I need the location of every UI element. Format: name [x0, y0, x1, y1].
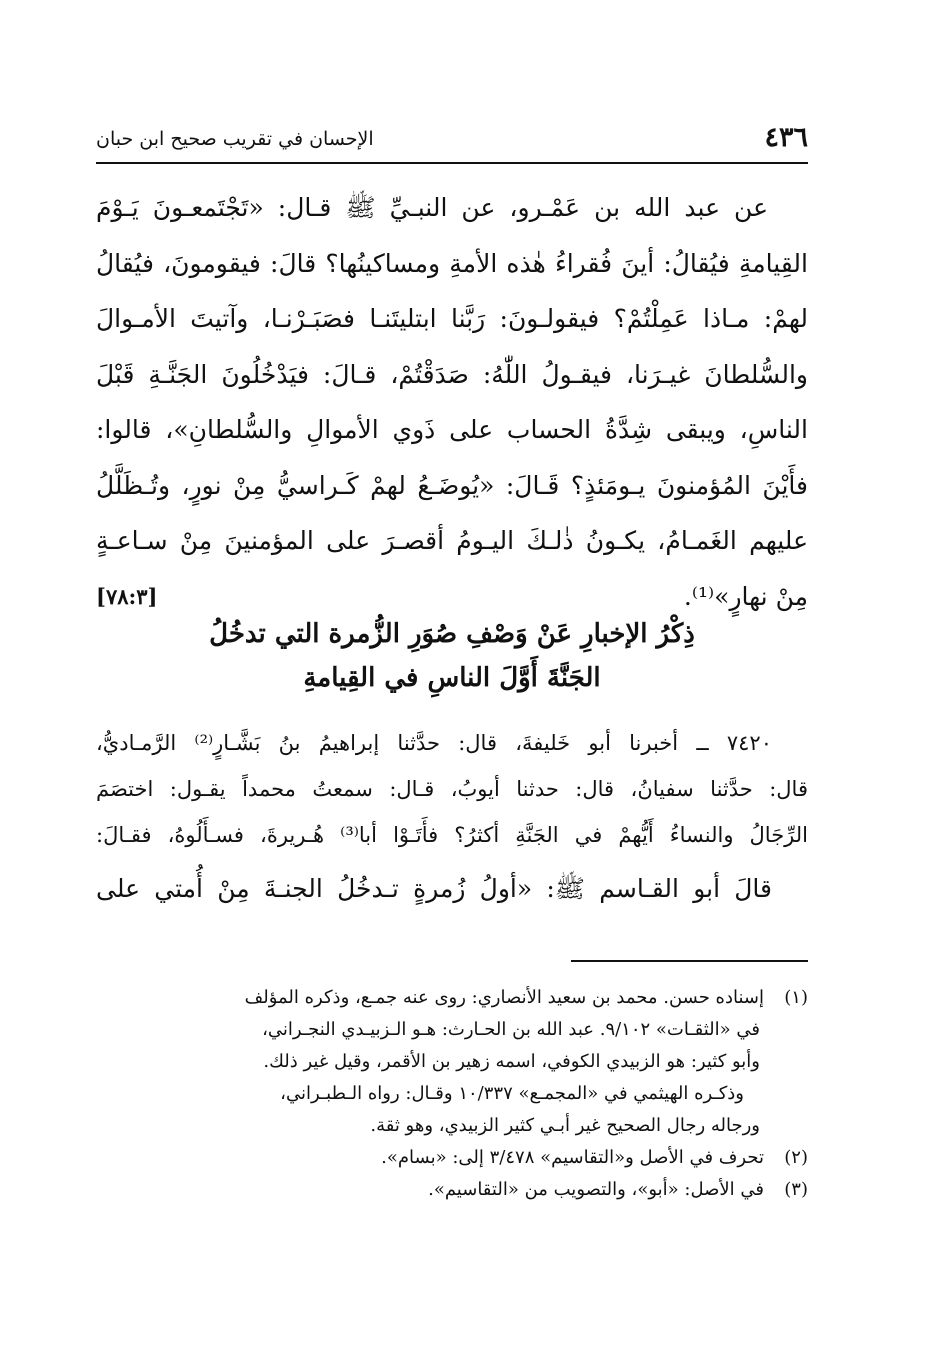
footnote-line: في «الثقـات» ٩/١٠٢. عبد الله بن الحـارث: هـو الـزبيـدي النجـراني،	[262, 1019, 760, 1040]
footnote-text: إسناده حسن. محمد بن سعيد الأنصاري: روى عنه جمـع، وذكره المؤلف	[244, 987, 764, 1008]
hadith-matn-line: قالَ أبو القـاسم ﷺ: «أولُ زُمرةٍ تـدخُلُ الجنـةَ مِنْ أُمتي على	[96, 874, 772, 903]
header-rule	[96, 162, 808, 164]
text-line: القِيامةِ فيُقالُ: أينَ فُقراءُ هٰذه الأمةِ ومساكينُها؟ قالَ: فيقومونَ، فيُقالُ	[96, 248, 808, 278]
footnote-text: تحرف في الأصل و«التقاسيم» ٣/٤٧٨ إلى: «بسام».	[381, 1147, 764, 1168]
footnote-line: ورجاله رجال الصحيح غير أبـي كثير الزبيدي، وهو ثقة.	[370, 1115, 760, 1136]
text-line: والسُّلطانَ غيـرَنا، فيقـولُ اللّٰهُ: صَدَقْتُمْ، قـالَ: فيَدْخُلُونَ الجَنَّـةِ قَبْلَ	[96, 359, 808, 389]
text-line: عن عبد الله بن عَمْـرو، عن النبـيِّ ﷺ قـال: «تَجْتَمعـونَ يَـوْمَ	[96, 193, 768, 222]
text-line: عليهم الغَمـامُ، يكـونُ ذٰلـكَ اليـومُ أقصـرَ على المؤمنينَ مِنْ سـاعـةٍ	[96, 526, 808, 555]
text-line: مِنْ نهارٍ»⁽¹⁾.	[683, 581, 808, 611]
hadith-line: ٧٤٢٠ ــ أخبرنا أبو خَليفةَ، قال: حدَّثنا إبراهيمُ بنُ بَشَّـارٍ⁽²⁾ الرَّمـاديُّ،	[96, 731, 772, 755]
footnote-line	[96, 982, 808, 1014]
hadith-line: الرِّجَالُ والنساءُ أَيُّهمْ في الجَنَّةِ أكثرُ؟ فأَتَـوْا أبا⁽³⁾ هُـريرةَ، فسـأَلُوهُ، فقـالَ:	[96, 823, 808, 847]
chapter-heading-line: الجَنَّةَ أَوَّلَ الناسِ في القِيامةِ	[303, 663, 601, 693]
footnote-line: وذكـره الهيثمي في «المجمـع» ١٠/٣٣٧ وقـال: رواه الـطبـراني،	[280, 1083, 744, 1104]
text-line: فأَيْنَ المُؤمنونَ يـومَئذٍ؟ قَـالَ: «يُوضَـعُ لهمْ كَـراسيُّ مِنْ نورٍ، وتُـظَلَّلُ	[96, 470, 808, 500]
hadith-7420	[96, 720, 808, 920]
chapter-heading-line: ذِكْرُ الإخبارِ عَنْ وَصْفِ صُوَرِ الزُّمرة التي تدخُلُ	[209, 619, 695, 649]
footnote-number: (١)	[784, 987, 808, 1008]
footnote-text: في الأصل: «أبو»، والتصويب من «التقاسيم».	[428, 1179, 764, 1200]
footnote-line	[96, 1174, 808, 1206]
footnote-number: (٢)	[784, 1147, 808, 1168]
chapter-heading	[96, 612, 808, 700]
footnote-separator	[571, 960, 808, 962]
footnote-number: (٣)	[784, 1179, 808, 1200]
main-text	[96, 180, 808, 624]
text-line: لهمْ: مـاذا عَمِلْتُمْ؟ فيقولـونَ: رَبَّنا ابتليتَنـا فصَبَـرْنـا، وآتيتَ الأمـوالَ	[96, 304, 808, 333]
footnote-line	[96, 1142, 808, 1174]
text-line: الناسِ، ويبقى شِدَّةُ الحساب على ذَوي الأموالِ والسُّلطانِ»، قالوا:	[96, 415, 808, 444]
page-number: ٤٣٦	[764, 122, 808, 153]
page-header	[96, 120, 808, 156]
running-title: الإحسان في تقريب صحيح ابن حبان	[96, 128, 374, 150]
footnotes	[96, 982, 808, 1206]
hadith-line: قال: حدَّثنا سفيانُ، قال: حدثنا أيوبُ، قـال: سمعتُ محمداً يقـول: اختصَمَ	[96, 777, 808, 801]
reference-mark: [٧٨:٣]	[96, 583, 158, 609]
footnote-line: وأبو كثير: هو الزبيدي الكوفي، اسمه زهير بن الأقمر، وقيل غير ذلك.	[263, 1051, 760, 1072]
